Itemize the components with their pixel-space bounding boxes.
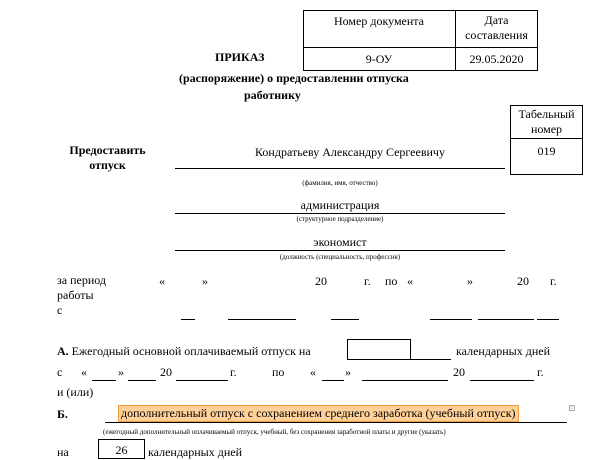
section-a-close-quote-1: » [118,365,124,379]
tabel-header-line2: номер [530,122,563,136]
doc-date-header [455,13,538,43]
employee-name: Кондратьеву Александру Сергеевичу [255,145,445,159]
position-caption: (должность (специальность, профессия) [279,253,401,261]
section-b-caption: (ежегодный дополнительный оплачиваемый отпуск, учебный, без сохранения заработной платы и другие (указать) [103,428,446,436]
period-open-quote-1: « [159,274,165,288]
tabel-header-line1: Табельный [518,107,575,121]
section-b-letter: Б. [57,407,68,421]
section-a-days-box[interactable] [347,339,411,360]
grant-label [55,143,160,173]
period-close-quote-2: » [467,274,473,288]
period-label [57,273,106,318]
period-year-suffix-2: г. [550,274,557,288]
period-year-prefix-2: 20 [517,274,529,288]
section-a-year-suffix-1: г. [230,365,237,379]
section-b-days-label: календарных дней [148,445,243,459]
position-value: экономист [313,235,367,249]
section-b-text: дополнительный отпуск с сохранением среднего заработка (учебный отпуск) [118,405,519,422]
section-a-line [57,344,311,359]
period-label-line2: работы [57,288,94,302]
period-year-prefix-1: 20 [315,274,327,288]
grant-label-line1: Предоставить [69,143,146,157]
section-a-open-quote-2: « [310,365,316,379]
tabel-header [510,107,583,137]
period-close-quote-1: » [202,274,208,288]
section-a-text: Ежегодный основной оплачиваемый отпуск на [71,344,311,358]
period-open-quote-2: « [407,274,413,288]
doc-date-header-line2: составления [465,28,528,42]
department-value: администрация [300,198,380,212]
department-caption: (структурное подразделение) [296,215,384,223]
period-to: по [385,274,398,288]
section-b-cursor-mark: ⊡ [568,403,576,413]
tabel-number-value: 019 [537,143,556,158]
section-b-on: на [57,445,69,459]
doc-number-value: 9-ОУ [365,51,393,66]
section-a-year-prefix-1: 20 [160,365,172,379]
section-a-or: и (или) [57,385,94,399]
section-a-from: с [57,365,63,379]
section-a-year-prefix-2: 20 [453,365,465,379]
doc-date-value: 29.05.2020 [469,51,524,66]
section-a-letter: А. [57,344,69,358]
section-a-to: по [272,365,285,379]
section-a-days-label: календарных дней [456,344,551,358]
period-label-line3: с [57,303,63,317]
employee-name-caption: (фамилия, имя, отчество) [302,179,378,187]
order-title: ПРИКАЗ [215,50,265,64]
period-year-suffix-1: г. [364,274,371,288]
order-subtitle-cont: работнику [244,88,301,102]
section-a-year-suffix-2: г. [537,365,544,379]
section-b-days-value: 26 [115,443,128,457]
doc-date-header-line1: Дата [484,13,509,27]
section-a-open-quote-1: « [81,365,87,379]
grant-label-line2: отпуск [89,158,126,172]
doc-number-header: Номер документа [333,13,425,28]
period-label-line1: за период [57,273,106,287]
order-subtitle: (распоряжение) о предоставлении отпуска [179,71,409,85]
section-a-close-quote-2: » [345,365,351,379]
